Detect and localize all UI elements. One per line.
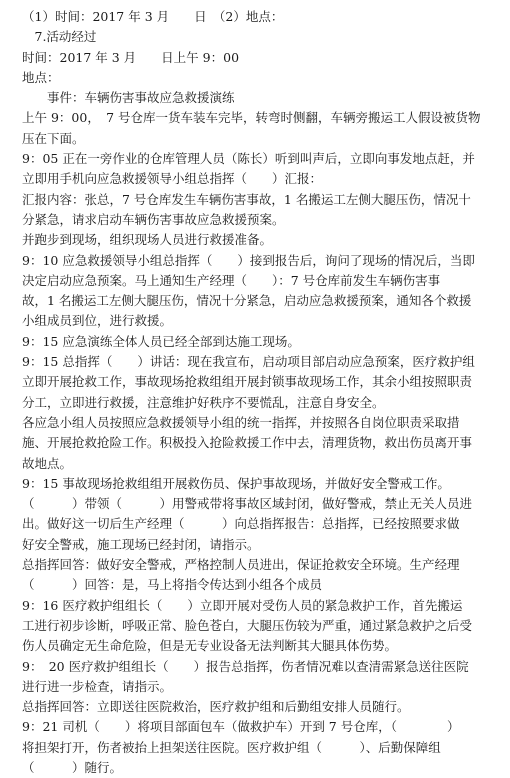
text-line: 9：21 司机（ ）将项目部面包车（做救护车）开到 7 号仓库，（ ）	[22, 719, 460, 735]
text-line: 伤人员确定无生命危险，但是无专业设备无法判断其大腿具体伤势。	[22, 638, 398, 654]
text-line: 总指挥回答：做好安全警戒，严格控制人员进出，保证抢救安全环境。生产经理	[22, 557, 460, 573]
text-line: 好安全警戒，施工现场已经封闭，请指示。	[22, 536, 260, 552]
text-line: 上午 9：00， 7 号仓库一货车装车完毕，转弯时侧翻，车辆旁搬运工人假设被货物	[22, 110, 481, 126]
text-line: 压在下面。	[22, 130, 85, 146]
text-line: （ ）带领（ ）用警戒带将事故区域封闭，做好警戒，禁止无关人员进	[22, 496, 473, 512]
text-line: 进行进一步检查，请指示。	[22, 678, 173, 694]
text-line: （ ）回答：是，马上将指令传达到小组各个成员	[22, 577, 323, 593]
text-line: 施、开展抢救抢险工作。积极投入抢险救援工作中去，清理货物，救出伤员离开事	[22, 435, 473, 451]
text-line: 决定启动应急预案。马上通知生产经理（ ）：7 号仓库前发生车辆伤害事	[22, 272, 441, 288]
text-line: 9：15 总指挥（ ）讲话：现在我宣布，启动项目部启动应急预案，医疗救护组	[22, 354, 475, 370]
text-line: 7.活动经过	[22, 29, 97, 45]
text-line: 9： 20 医疗救护组组长（ ）报告总指挥，伤者情况难以查清需紧急送往医院	[22, 658, 469, 674]
text-line: 立即用手机向应急救援领导小组总指挥（ ）汇报：	[22, 171, 323, 187]
text-line: 小组成员到位，进行救援。	[22, 313, 173, 329]
text-line: 地点：	[22, 69, 60, 85]
text-line: 9：15 事故现场抢救组组开展救伤员、保护事故现场，并做好安全警戒工作。	[22, 475, 450, 491]
text-line: （ ）随行。	[22, 759, 123, 775]
text-line: 将担架打开，伤者被抬上担架送往医院。医疗救护组（ ）、后勤保障组	[22, 739, 441, 755]
document-body	[0, 7, 506, 778]
text-line: 并跑步到现场，组织现场人员进行救援准备。	[22, 232, 273, 248]
text-line: 分工，立即进行救援，注意维护好秩序不要慌乱，注意自身安全。	[22, 394, 385, 410]
text-line: 事件：车辆伤害事故应急救援演练	[22, 90, 235, 106]
text-line: （1）时间：2017 年 3 月 日 （2）地点：	[22, 9, 284, 24]
text-line: 分紧急，请求启动车辆伤害事故应急救援预案。	[22, 211, 285, 227]
text-line: 故，1 名搬运工左侧大腿压伤，情况十分紧急，启动应急救援预案，通知各个救援	[22, 293, 472, 309]
text-line: 9：15 应急演练全体人员已经全部到达施工现场。	[22, 333, 300, 349]
text-line: 9：10 应急救援领导小组总指挥（ ）接到报告后，询问了现场的情况后，当即	[22, 252, 475, 268]
text-line: 出。做好这一切后生产经理（ ）向总指挥报告：总指挥，已经按照要求做	[22, 516, 460, 532]
text-line: 时间：2017 年 3 月 日上午 9：00	[22, 49, 240, 65]
text-line: 总指挥回答：立即送往医院救治，医疗救护组和后勤组安排人员随行。	[22, 699, 410, 715]
text-line: 工进行初步诊断，呼吸正常、脸色苍白，大腿压伤较为严重，通过紧急救护之后受	[22, 617, 473, 633]
text-line: 汇报内容：张总，7 号仓库发生车辆伤害事故，1 名搬运工左侧大腿压伤，情况十	[22, 191, 471, 207]
text-line: 各应急小组人员按照应急救援领导小组的统一指挥，并按照各自岗位职责采取措	[22, 414, 460, 430]
text-line: 9：16 医疗救护组组长（ ）立即开展对受伤人员的紧急救护工作，首先搬运	[22, 597, 463, 613]
text-line: 9：05 正在一旁作业的仓库管理人员（陈长）听到叫声后，立即向事发地点赶，并	[22, 151, 475, 167]
text-line: 故地点。	[22, 455, 73, 471]
text-line: 立即开展抢救工作，事故现场抢救组组开展封锁事故现场工作，其余小组按照职责	[22, 374, 473, 390]
